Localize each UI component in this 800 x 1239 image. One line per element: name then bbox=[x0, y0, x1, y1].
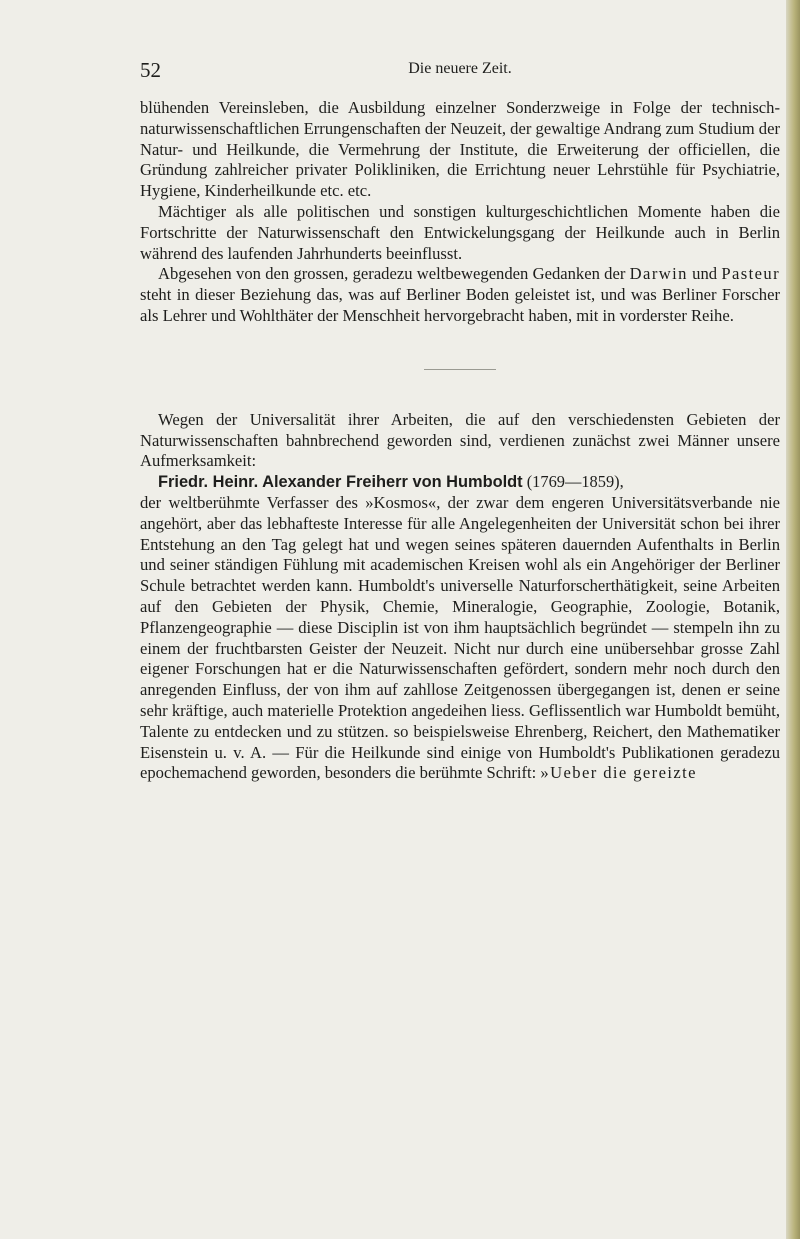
biography-text bbox=[140, 493, 780, 784]
paragraph bbox=[140, 264, 780, 326]
paragraph-continued: blühenden Vereinsleben, die Ausbildung einzelner Sonderzweige in Folge der technisch-naturwissenschaftlichen Errungenschaften der Neuzeit, der gewaltige Andrang zum Studium der Natur- und Heilkunde, die Vermehrung der Institute, die Erweiterung der officiellen, die Gründung zahlreicher privater Polikliniken, die Errichtung neuer Lehrstühle für Psychiatrie, Hygiene, Kinderheilkunde etc. etc. bbox=[140, 98, 780, 201]
text-column bbox=[140, 98, 780, 784]
biography-heading bbox=[140, 472, 780, 493]
name-pasteur: Pasteur bbox=[721, 264, 780, 284]
paragraph-text: Abgesehen von den grossen, geradezu weltbewegenden Gedanken der bbox=[158, 264, 630, 284]
biography-name: Friedr. Heinr. Alexander Freiherr von Humboldt bbox=[158, 473, 523, 492]
page-header bbox=[140, 58, 780, 82]
paragraph-text: und bbox=[687, 264, 722, 284]
paragraph: Wegen der Universalität ihrer Arbeiten, die auf den verschiedensten Gebieten der Naturwissenschaften bahnbrechend geworden sind, verdienen zunächst zwei Männer unsere Aufmerksamkeit: bbox=[140, 409, 780, 471]
section-divider bbox=[424, 369, 496, 370]
page-edge bbox=[786, 0, 800, 1239]
paragraph-text: steht in dieser Beziehung das, was auf Berliner Boden geleistet ist, und was Berliner Forscher als Lehrer und Wohlthäter der Menschheit hervorgebracht haben, mit in vorderster Reihe. bbox=[140, 285, 780, 325]
book-title: »Ueber die gereizte bbox=[540, 763, 697, 783]
running-title: Die neuere Zeit. bbox=[408, 60, 512, 77]
biography-dates: (1769—1859), bbox=[522, 472, 624, 492]
page-number: 52 bbox=[140, 58, 161, 82]
paragraph: Mächtiger als alle politischen und sonstigen kulturgeschichtlichen Momente haben die Fortschritte der Naturwissenschaft den Entwickelungsgang der Heilkunde auch in Berlin während des laufenden Jahrhunderts beeinflusst. bbox=[140, 201, 780, 263]
name-darwin: Darwin bbox=[629, 264, 688, 284]
biography-text-a: der weltberühmte Verfasser des »Kosmos«, der zwar dem engeren Universitätsverbande nie angehört, aber das lebhafteste Interesse für alle Angelegenheiten der Universität schon bei ihrer Entstehung an den Tag gelegt hat und wegen seines späteren dauernden Aufenthalts in Berlin und seiner ständigen Fühlung mit academischen Kreisen wohl als ein Angehöriger der Berliner Schule betrachtet werden kann. Humboldt's universelle Naturforscherthätigkeit, seine Arbeiten auf den Gebieten der Physik, Chemie, Mineralogie, Geographie, Zoologie, Botanik, Pflanzengeographie — diese Disciplin ist von ihm hauptsächlich begründet — stempeln ihn zu einem der fruchtbarsten Geister der Neuzeit. Nicht nur durch eine unübersehbar grosse Zahl eigener Forschungen hat er die Naturwissenschaften gefördert, sondern mehr noch durch den anregenden Einfluss, der von ihm auf zahllose Zeitgenossen übergegangen ist, denen er seine sehr kräftige, auch materielle Protektion angedeihen liess. Geflissentlich war Humboldt bemüht, Talente zu entdecken und zu stützen. so beispielsweise Ehrenberg, Reichert, den Mathematiker Eisenstein u. v. A. — Für die Heilkunde sind einige von Humboldt's Publikationen geradezu epochemachend geworden, besonders die berühmte Schrift: bbox=[140, 492, 780, 783]
